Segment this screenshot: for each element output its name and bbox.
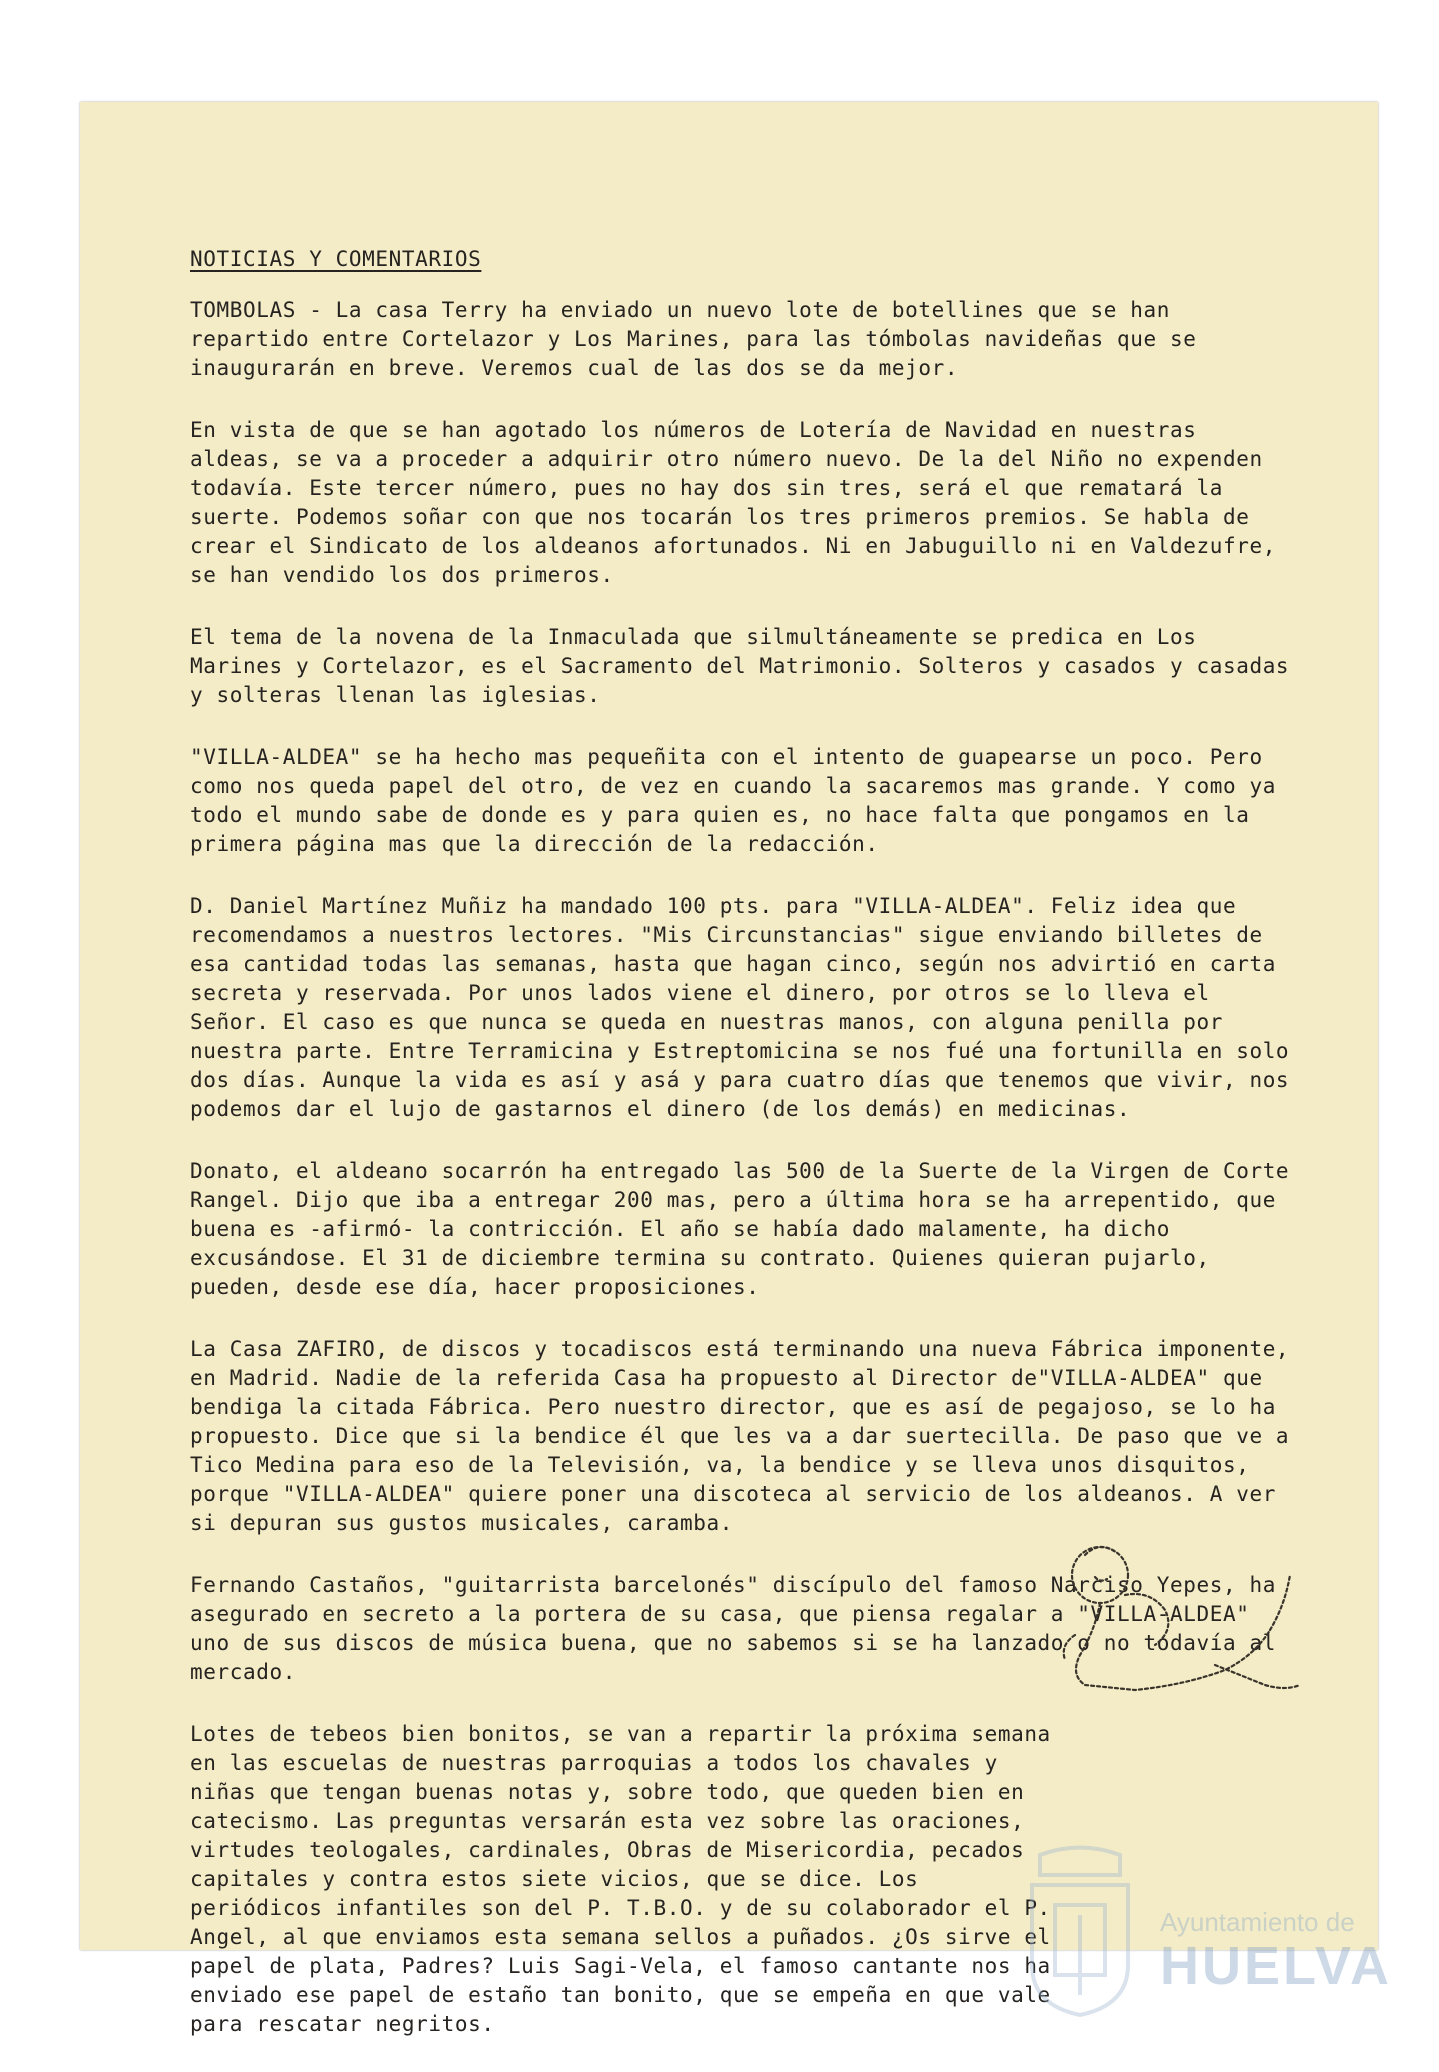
paragraph-tombolas: TOMBOLAS - La casa Terry ha enviado un nuevo lote de botellines que se han repartido entre Cortelazor y Los Marines, para las tómbolas navideñas que se inaugurarán en breve. Veremos cual de las dos se da mejor. [190,298,1197,380]
coat-of-arms-icon [1020,1845,1140,2020]
paragraph-novena: El tema de la novena de la Inmaculada que silmultáneamente se predica en Los Marines y Cortelazor, es el Sacramento del Matrimonio. Solteros y casados y casadas y solteras llenan las iglesias. [190,625,1290,707]
child-drawing-icon [1055,1535,1305,1705]
huelva-watermark [1020,1845,1400,2020]
document-body [190,245,1290,2072]
watermark-line1: Ayuntamiento de [1160,1907,1355,1937]
paragraph-zafiro: La Casa ZAFIRO, de discos y tocadiscos está terminando una nueva Fábrica imponente, en Madrid. Nadie de la referida Casa ha propuesto al Director de"VILLA-ALDEA" que bendiga la citada Fábrica. Pero nuestro director, que es así de pegajoso, se lo ha propuesto. Dice que si la bendice él que les va a dar suertecilla. De paso que ve a Tico Medina para eso de la Televisión, va, la bendice y se lleva unos disquitos, porque "VILLA-ALDEA" quiere poner una discoteca al servicio de los aldeanos. A ver si depuran sus gustos musicales, caramba. [190,1337,1290,1535]
paragraph-donato: Donato, el aldeano socarrón ha entregado las 500 de la Suerte de la Virgen de Corte Rangel. Dijo que iba a entregar 200 mas, pero a última hora se ha arrepentido, que buena es -afirmó- la contricción. El año se había dado malamente, ha dicho excusándose. El 31 de diciembre termina su contrato. Quienes quieran pujarlo, pueden, desde ese día, hacer proposiciones. [190,1159,1290,1299]
paragraph-loteria: En vista de que se han agotado los números de Lotería de Navidad en nuestras aldeas, se va a proceder a adquirir otro número nuevo. De la del Niño no expenden todavía. Este tercer número, pues no hay dos sin tres, será el que rematará la suerte. Podemos soñar con que nos tocarán los tres primeros premios. Se habla de crear el Sindicato de los aldeanos afortunados. Ni en Jabuguillo ni en Valdezufre, se han vendido los dos primeros. [190,418,1276,587]
paragraph-castanos: Fernando Castaños, "guitarrista barcelonés" discípulo del famoso Narciso Yepes, ha asegurado en secreto a la portera de su casa, que piensa regalar a "VILLA-ALDEA" uno de sus discos de música buena, que no sabemos si se ha lanzado o no todavía al mercado. [190,1573,1276,1684]
paragraph-tebeos: Lotes de tebeos bien bonitos, se van a repartir la próxima semana en las escuelas de nuestras parroquias a todos los chavales y niñas que tengan buenas notas y, sobre todo, que queden bien en catecismo. Las preguntas versarán esta vez sobre las oraciones, virtudes teologales, cardinales, Obras de Misericordia, pecados capitales y contra estos siete vicios, que se dice. Los periódicos infantiles son del P. T.B.O. y de su colaborador el P. Angel, al que enviamos esta semana sellos a puñados. ¿Os sirve el papel de plata, Padres? Luis Sagi-Vela, el famoso cantante nos ha enviado ese papel de estaño tan bonito, que se empeña en que vale para rescatar negritos. [190,1722,1051,2036]
paragraph-villa-aldea: "VILLA-ALDEA" se ha hecho mas pequeñita con el intento de guapearse un poco. Pero como nos queda papel del otro, de vez en cuando la sacaremos mas grande. Y como ya todo el mundo sabe de donde es y para quien es, no hace falta que pongamos en la primera página mas que la dirección de la redacción. [190,745,1276,856]
document-title: NOTICIAS Y COMENTARIOS [190,247,482,271]
watermark-line2: HUELVA [1160,1936,1392,1996]
paragraph-donativo: D. Daniel Martínez Muñiz ha mandado 100 pts. para "VILLA-ALDEA". Feliz idea que recomendamos a nuestros lectores. "Mis Circunstancias" sigue enviando billetes de esa cantidad todas las semanas, hasta que hagan cinco, según nos advirtió en carta secreta y reservada. Por unos lados viene el dinero, por otros se lo lleva el Señor. El caso es que nunca se queda en nuestras manos, con alguna penilla por nuestra parte. Entre Terramicina y Estreptomicina se nos fué una fortunilla en solo dos días. Aunque la vida es así y asá y para cuatro días que tenemos que vivir, nos podemos dar el lujo de gastarnos el dinero (de los demás) en medicinas. [190,894,1290,1121]
